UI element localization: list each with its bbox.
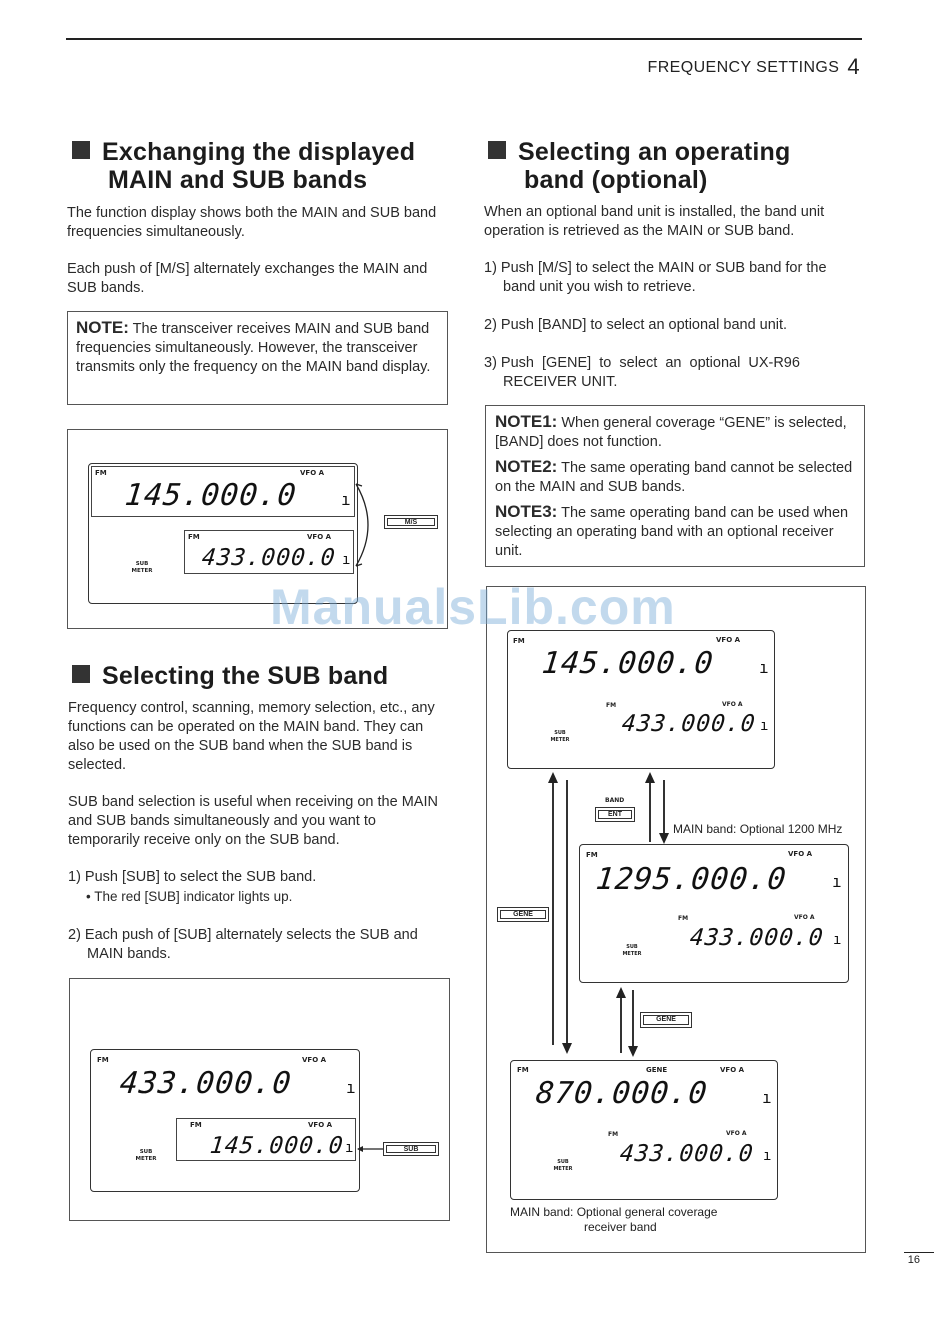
sub-mode-indicator: FM — [608, 1131, 619, 1138]
sub-mode-indicator: FM — [606, 702, 617, 709]
flow-line-band-up — [649, 780, 651, 842]
main-frequency: 433.000.0 — [118, 1066, 294, 1101]
sub-vfo-indicator: VFO A — [722, 701, 743, 708]
flow-line-gene-down — [632, 990, 634, 1048]
s-meter-bar: ı — [345, 1140, 354, 1156]
exchange-para-2: Each push of [M/S] alternately exchanges the MAIN and SUB bands. — [67, 261, 428, 296]
sub-mode-indicator: FM — [188, 533, 200, 541]
heading-bullet-icon — [72, 665, 90, 683]
exchange-bracket-icon — [352, 480, 382, 570]
sub-meter-label: SUB METER — [550, 730, 570, 743]
chapter-header — [648, 54, 860, 80]
s-meter-bar: ı — [346, 1078, 356, 1097]
exchange-para-1: The function display shows both the MAIN and SUB band frequencies simultaneously. — [67, 205, 437, 240]
sub-para-1: Frequency control, scanning, memory selection, etc., any functions can be operated on the MAIN band. They can also be used on the SUB band when the SUB band is selected. — [68, 700, 435, 773]
s-meter-bar: ı — [833, 932, 842, 948]
sub-frequency: 433.000.0 — [620, 711, 757, 737]
sub-meter-label: SUB METER — [553, 1159, 573, 1172]
s-meter-bar: ı — [341, 490, 351, 509]
main-frequency: 870.000.0 — [534, 1076, 710, 1111]
note-2: NOTE2: The same operating band cannot be selected on the MAIN and SUB bands. — [495, 457, 853, 495]
main-frequency: 1295.000.0 — [594, 862, 789, 897]
main-frequency: 145.000.0 — [123, 478, 299, 513]
arrow-up-icon — [547, 772, 559, 784]
sub-para-2: SUB band selection is useful when receiving on the MAIN and SUB bands simultaneously and you want to temporarily receive only on the SUB band. — [68, 794, 438, 848]
caption-general-coverage: MAIN band: Optional general coverage receiver band — [510, 1205, 718, 1234]
header-rule — [66, 38, 862, 40]
heading-operating-band: Selecting an operating band (optional) — [488, 138, 868, 194]
arrow-up-icon — [644, 772, 656, 784]
chapter-number: 4 — [847, 54, 860, 79]
heading-bullet-icon — [72, 141, 90, 159]
operating-step-3: 3) Push [GENE] to select an optional UX-R96 RECEIVER UNIT. — [484, 355, 800, 390]
sub-step-1: 1) Push [SUB] to select the SUB band. • The red [SUB] indicator lights up. — [68, 869, 317, 904]
caption-band-1200: MAIN band: Optional 1200 MHz — [673, 822, 843, 836]
sub-mode-indicator: FM — [678, 915, 689, 922]
sub-frequency: 433.000.0 — [688, 925, 825, 951]
page-number-rule — [904, 1252, 934, 1253]
sub-vfo-indicator: VFO A — [307, 533, 332, 541]
exchange-note-box — [67, 311, 448, 405]
sub-meter-label: SUB METER — [131, 561, 153, 574]
mode-indicator: FM — [513, 637, 525, 645]
sub-mode-indicator: FM — [190, 1121, 202, 1129]
operating-step-1: 1) Push [M/S] to select the MAIN or SUB band for the band unit you wish to retrieve. — [484, 260, 827, 295]
mode-indicator: FM — [97, 1056, 109, 1064]
note-label: NOTE: — [76, 318, 129, 337]
arrow-up-icon — [615, 987, 627, 999]
sub-vfo-indicator: VFO A — [794, 914, 815, 921]
flow-line-left-up — [552, 780, 554, 1045]
s-meter-bar: ı — [342, 552, 351, 568]
operating-para-1: When an optional band unit is installed, the band unit operation is retrieved as the MAIN or SUB band. — [484, 204, 825, 239]
note-1: NOTE1: When general coverage “GENE” is selected, [BAND] does not function. — [495, 412, 847, 450]
operating-step-2: 2) Push [BAND] to select an optional band unit. — [484, 317, 788, 333]
sub-button[interactable]: SUB — [383, 1142, 439, 1156]
operating-notes-box — [485, 405, 865, 567]
vfo-indicator: VFO A — [716, 636, 741, 644]
watermark: ManualsLib.com — [270, 579, 676, 635]
gene-indicator: GENE — [646, 1066, 668, 1074]
s-meter-bar: ı — [832, 872, 842, 891]
sub-vfo-indicator: VFO A — [308, 1121, 333, 1129]
vfo-indicator: VFO A — [300, 469, 325, 477]
ms-button[interactable]: M/S — [384, 515, 438, 529]
sub-step-2: 2) Each push of [SUB] alternately selects the SUB and MAIN bands. — [68, 927, 418, 962]
s-meter-bar: ı — [759, 658, 769, 677]
note-3: NOTE3: The same operating band can be used when selecting an operating band with an optional receiver unit. — [495, 502, 849, 559]
sub-frequency: 433.000.0 — [200, 545, 337, 571]
note-text: The transceiver receives MAIN and SUB band frequencies simultaneously. However, the transceiver transmits only the frequency on the MAIN band display. — [76, 321, 431, 375]
arrow-down-icon — [561, 1043, 573, 1055]
s-meter-bar: ı — [760, 718, 769, 734]
flow-line-gene-up — [620, 995, 622, 1053]
gene-button-mid[interactable]: GENE — [640, 1012, 692, 1028]
vfo-indicator: VFO A — [720, 1066, 745, 1074]
chapter-title: FREQUENCY SETTINGS — [647, 59, 840, 76]
heading-sub-band: Selecting the SUB band — [72, 662, 462, 690]
s-meter-bar: ı — [763, 1148, 772, 1164]
page-number: 16 — [907, 1254, 920, 1266]
vfo-indicator: VFO A — [788, 850, 813, 858]
flow-line-left-down — [566, 780, 568, 1045]
vfo-indicator: VFO A — [302, 1056, 327, 1064]
sub-frequency: 433.000.0 — [618, 1141, 755, 1167]
sub-vfo-indicator: VFO A — [726, 1130, 747, 1137]
flow-line-band-down — [663, 780, 665, 835]
arrow-down-icon — [627, 1046, 639, 1058]
heading-exchanging: Exchanging the displayed MAIN and SUB bands — [72, 138, 462, 194]
band-ent-button[interactable]: ENT — [595, 807, 635, 822]
mode-indicator: FM — [517, 1066, 529, 1074]
mode-indicator: FM — [95, 469, 107, 477]
gene-button-left[interactable]: GENE — [497, 907, 549, 922]
arrow-left-icon — [355, 1143, 385, 1155]
mode-indicator: FM — [586, 851, 598, 859]
s-meter-bar: ı — [762, 1088, 772, 1107]
heading-bullet-icon — [488, 141, 506, 159]
band-label: BAND — [605, 797, 625, 804]
sub-meter-label: SUB METER — [622, 944, 642, 957]
sub-meter-label: SUB METER — [135, 1149, 157, 1162]
sub-frequency: 145.000.0 — [208, 1133, 345, 1159]
main-frequency: 145.000.0 — [540, 646, 716, 681]
